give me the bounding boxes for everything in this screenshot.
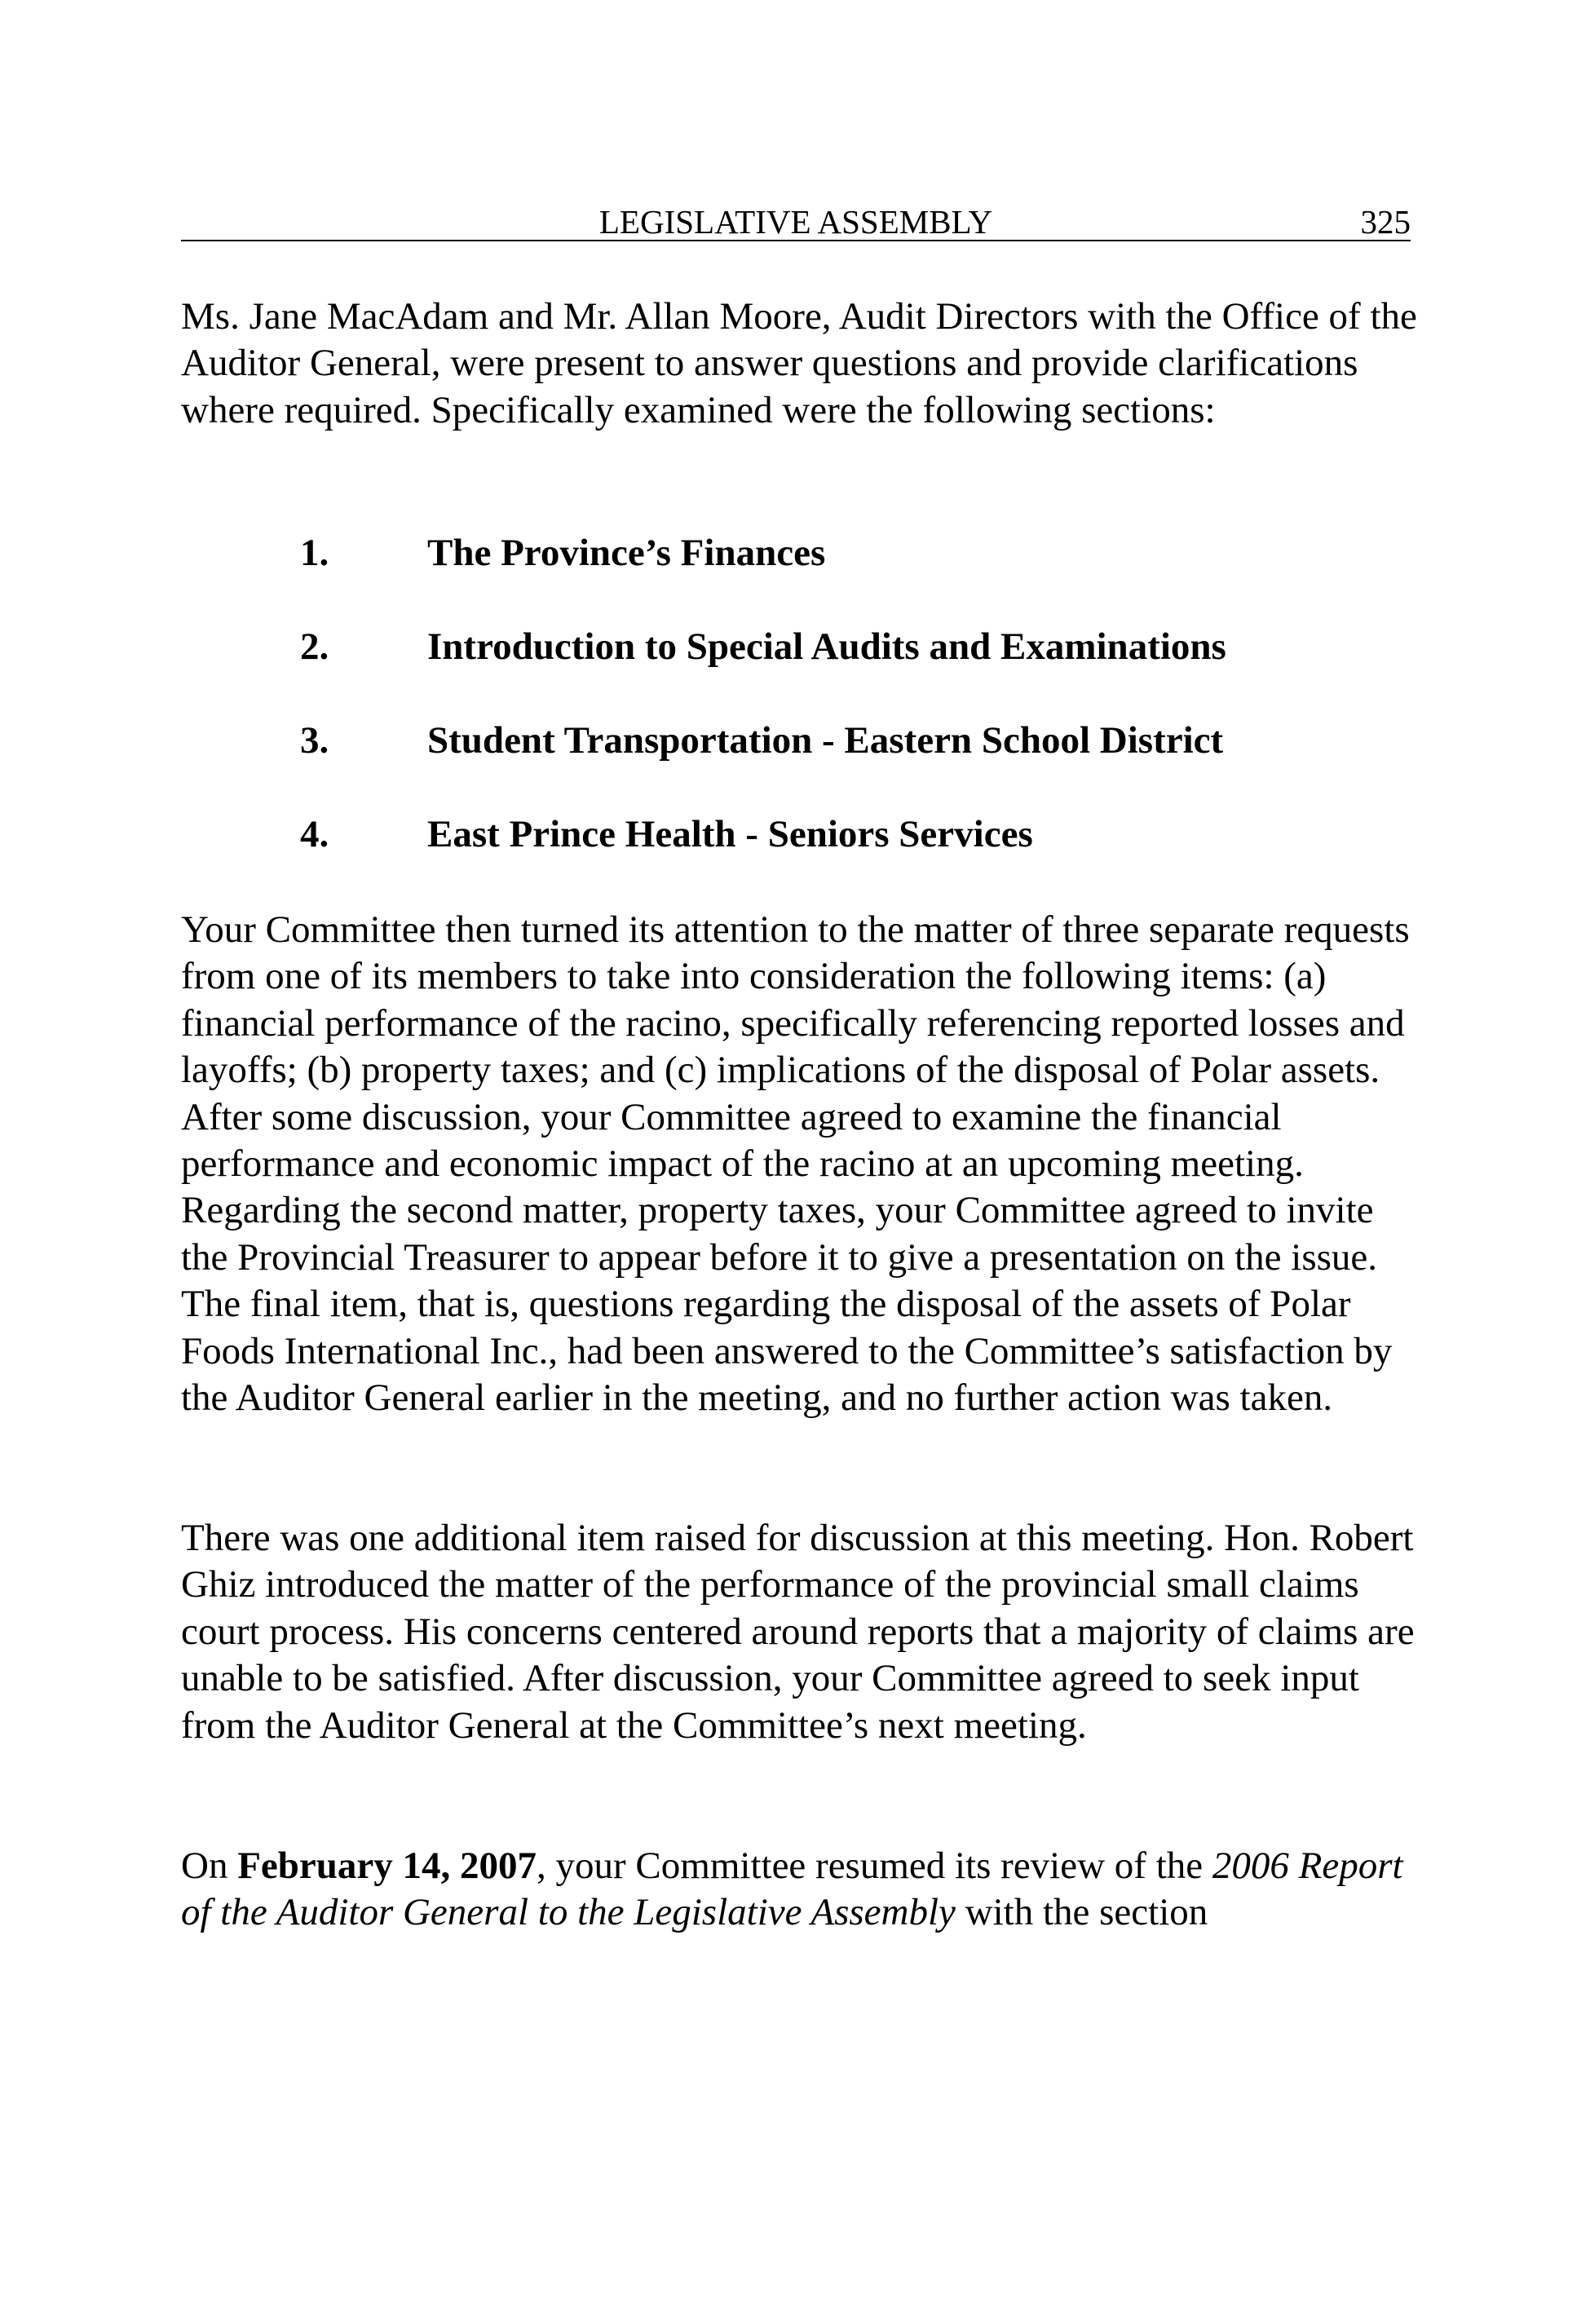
paragraph-auditors-present: Ms. Jane MacAdam and Mr. Allan Moore, Audit Directors with the Office of the Auditor General, were present to answer questions and provide clarifications where required. Specifically examined were the following sections:	[181, 295, 1417, 431]
page-number: 325	[1360, 203, 1411, 241]
list-item	[0, 716, 1590, 765]
list-item	[0, 528, 1590, 577]
list-item-number: 3.	[300, 719, 329, 762]
paragraph-february-meeting	[181, 1843, 1420, 1937]
list-item-number: 2.	[300, 625, 329, 668]
list-item-number: 4.	[300, 813, 329, 855]
list-item-title: Student Transportation - Eastern School District	[427, 719, 1224, 762]
meeting-date: February 14, 2007	[237, 1845, 537, 1887]
paragraph-lead-text: On	[181, 1845, 238, 1887]
list-item-title: The Province’s Finances	[427, 532, 826, 574]
header-title: LEGISLATIVE ASSEMBLY	[598, 203, 993, 241]
paragraph-tail-text: with the section	[955, 1891, 1208, 1934]
paragraph-committee-requests: Your Committee then turned its attention to the matter of three separate requests from one of its members to take into consideration the following items: (a) financial performance of the racino, specifically referencing reported losses and layoffs; (b) property taxes; and (c) implications of the disposal of Polar assets. After some discussion, your Committee agreed to examine the financial performance and economic impact of the racino at an upcoming meeting. Regarding the second matter, property taxes, your Committee agreed to invite the Provincial Treasurer to appear before it to give a presentation on the issue. The final item, that is, questions regarding the disposal of the assets of Polar Foods International Inc., had been answered to the Committee’s satisfaction by the Auditor General earlier in the meeting, and no further action was taken.	[181, 908, 1410, 1420]
list-item	[0, 810, 1590, 859]
list-item-title: East Prince Health - Seniors Services	[427, 813, 1033, 855]
list-item-number: 1.	[300, 532, 329, 574]
paragraph-small-claims: There was one additional item raised for discussion at this meeting. Hon. Robert Ghiz introduced the matter of the performance of the provincial small claims court process. His concerns centered around reports that a majority of claims are unable to be satisfied. After discussion, your Committee agreed to seek input from the Auditor General at the Committee’s next meeting.	[181, 1517, 1415, 1747]
report-title: 2006 Report of the Auditor General to the Legislative Assembly	[181, 1845, 1403, 1934]
list-item-title: Introduction to Special Audits and Examinations	[427, 625, 1226, 668]
list-item	[0, 622, 1590, 671]
page-header	[181, 194, 1411, 241]
paragraph-middle-text: , your Committee resumed its review of the	[537, 1845, 1212, 1887]
